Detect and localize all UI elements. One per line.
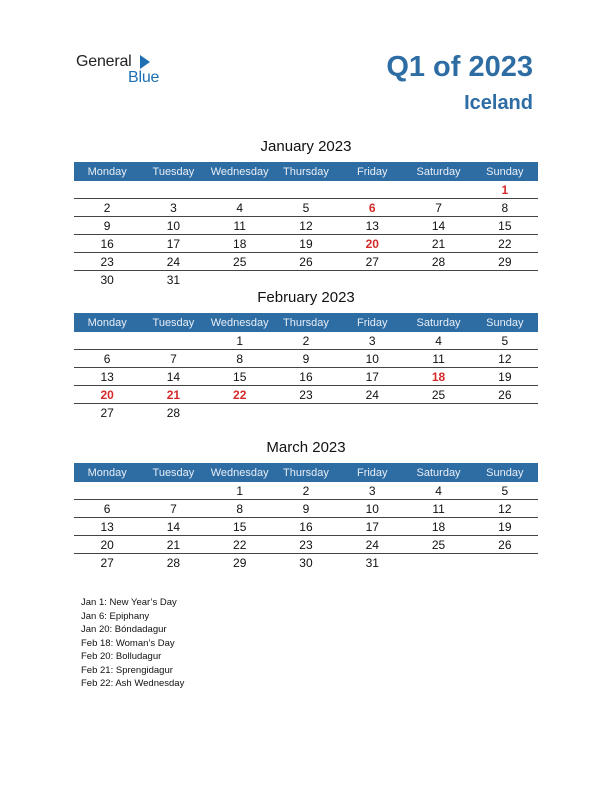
quarter-title: Q1 of 2023 bbox=[386, 51, 533, 83]
weekday-label: Thursday bbox=[283, 165, 329, 178]
holiday-day-cell: 22 bbox=[233, 387, 247, 402]
day-cell: 18 bbox=[233, 236, 247, 251]
day-cell: 27 bbox=[100, 555, 114, 570]
weekday-header-row bbox=[74, 162, 538, 181]
holiday-day-cell: 6 bbox=[368, 200, 376, 215]
weekday-label: Wednesday bbox=[210, 165, 269, 178]
day-cell: 5 bbox=[302, 200, 310, 215]
day-cell: 2 bbox=[302, 483, 310, 498]
day-cell: 24 bbox=[365, 387, 379, 402]
brand-triangle-icon bbox=[140, 55, 150, 69]
day-cell: 29 bbox=[498, 254, 512, 269]
week-row bbox=[74, 368, 538, 386]
day-cell: 13 bbox=[365, 218, 379, 233]
day-cell: 6 bbox=[103, 501, 111, 516]
day-cell: 26 bbox=[299, 254, 313, 269]
day-cell: 12 bbox=[299, 218, 313, 233]
day-cell: 31 bbox=[365, 555, 379, 570]
day-cell: 22 bbox=[498, 236, 512, 251]
week-row bbox=[74, 500, 538, 518]
day-cell: 28 bbox=[431, 254, 446, 269]
day-cell: 30 bbox=[100, 272, 114, 287]
holiday-day-cell: 20 bbox=[365, 236, 379, 251]
day-cell: 10 bbox=[365, 351, 379, 366]
week-row bbox=[74, 199, 538, 217]
day-cell: 27 bbox=[100, 405, 114, 420]
day-cell: 7 bbox=[435, 200, 442, 215]
weekday-label: Saturday bbox=[416, 316, 461, 329]
week-row bbox=[74, 350, 538, 368]
weekday-label: Saturday bbox=[416, 466, 461, 479]
day-cell: 21 bbox=[166, 537, 181, 552]
day-cell: 18 bbox=[431, 519, 446, 534]
holiday-day-cell: 21 bbox=[166, 387, 181, 402]
holiday-note: Feb 21: Sprengidagur bbox=[81, 664, 173, 676]
day-cell: 1 bbox=[236, 483, 244, 498]
day-cell: 8 bbox=[501, 200, 509, 215]
week-row bbox=[74, 332, 538, 350]
day-cell: 24 bbox=[166, 254, 181, 269]
week-row bbox=[74, 554, 538, 571]
day-cell: 20 bbox=[100, 537, 114, 552]
week-row bbox=[74, 235, 538, 253]
day-cell: 11 bbox=[233, 218, 246, 233]
week-row bbox=[74, 518, 538, 536]
holiday-note: Feb 20: Bolludagur bbox=[81, 651, 162, 662]
day-cell: 14 bbox=[431, 218, 446, 233]
holiday-note: Jan 1: New Year’s Day bbox=[81, 597, 177, 608]
day-cell: 16 bbox=[299, 519, 313, 534]
day-cell: 16 bbox=[299, 369, 313, 384]
day-cell: 8 bbox=[236, 351, 244, 366]
weekday-label: Monday bbox=[87, 316, 127, 329]
weekday-header-row bbox=[74, 463, 538, 482]
weekday-label: Thursday bbox=[283, 466, 329, 479]
day-cell: 19 bbox=[299, 236, 313, 251]
day-cell: 19 bbox=[498, 519, 512, 534]
week-row bbox=[74, 253, 538, 271]
month-title: January 2023 bbox=[260, 138, 352, 155]
day-cell: 12 bbox=[498, 501, 512, 516]
day-cell: 25 bbox=[431, 387, 446, 402]
weekday-label: Wednesday bbox=[210, 466, 269, 479]
day-cell: 3 bbox=[368, 483, 376, 498]
day-cell: 15 bbox=[233, 369, 247, 384]
week-row bbox=[74, 404, 538, 421]
weekday-header-row bbox=[74, 313, 538, 332]
day-cell: 22 bbox=[233, 537, 247, 552]
weekday-label: Tuesday bbox=[152, 165, 195, 178]
month-title: March 2023 bbox=[266, 439, 346, 456]
weekday-label: Sunday bbox=[486, 316, 524, 329]
day-cell: 19 bbox=[498, 369, 512, 384]
holiday-day-cell: 1 bbox=[501, 182, 509, 197]
day-cell: 26 bbox=[498, 387, 512, 402]
holiday-note: Feb 18: Woman’s Day bbox=[81, 637, 175, 649]
day-cell: 4 bbox=[435, 333, 442, 348]
weekday-label: Friday bbox=[356, 165, 388, 178]
month-title: February 2023 bbox=[257, 289, 355, 306]
day-cell: 28 bbox=[166, 555, 181, 570]
holiday-day-cell: 18 bbox=[431, 369, 446, 384]
holiday-day-cell: 20 bbox=[100, 387, 114, 402]
day-cell: 10 bbox=[166, 218, 181, 233]
month-february bbox=[74, 288, 538, 421]
country-title: Iceland bbox=[464, 92, 533, 114]
day-cell: 8 bbox=[236, 501, 244, 516]
day-cell: 14 bbox=[166, 369, 181, 384]
weekday-label: Monday bbox=[87, 165, 127, 178]
day-cell: 4 bbox=[236, 200, 244, 215]
week-row bbox=[74, 217, 538, 235]
day-cell: 2 bbox=[103, 200, 111, 215]
day-cell: 13 bbox=[100, 369, 114, 384]
day-cell: 7 bbox=[170, 351, 177, 366]
brand-word-general: General bbox=[76, 53, 132, 70]
day-cell: 3 bbox=[368, 333, 376, 348]
day-cell: 11 bbox=[432, 501, 445, 516]
weekday-label: Thursday bbox=[283, 316, 329, 329]
day-cell: 17 bbox=[365, 519, 379, 534]
brand-logo bbox=[76, 53, 176, 89]
day-cell: 2 bbox=[302, 333, 310, 348]
weekday-label: Wednesday bbox=[210, 316, 269, 329]
day-cell: 5 bbox=[501, 483, 509, 498]
day-cell: 15 bbox=[233, 519, 247, 534]
day-cell: 14 bbox=[166, 519, 181, 534]
day-cell: 4 bbox=[435, 483, 442, 498]
day-cell: 28 bbox=[166, 405, 181, 420]
weekday-label: Sunday bbox=[486, 165, 524, 178]
holiday-note: Jan 6: Epiphany bbox=[81, 610, 150, 622]
day-cell: 5 bbox=[501, 333, 509, 348]
weekday-label: Monday bbox=[87, 466, 127, 479]
weekday-label: Friday bbox=[356, 466, 388, 479]
day-cell: 31 bbox=[166, 272, 181, 287]
day-cell: 26 bbox=[498, 537, 512, 552]
day-cell: 17 bbox=[365, 369, 379, 384]
day-cell: 29 bbox=[233, 555, 247, 570]
day-cell: 7 bbox=[170, 501, 177, 516]
day-cell: 23 bbox=[299, 387, 313, 402]
day-cell: 15 bbox=[498, 218, 512, 233]
day-cell: 23 bbox=[100, 254, 114, 269]
weekday-label: Friday bbox=[356, 316, 388, 329]
day-cell: 25 bbox=[233, 254, 247, 269]
holiday-notes bbox=[81, 596, 184, 691]
day-cell: 12 bbox=[498, 351, 512, 366]
day-cell: 1 bbox=[236, 333, 244, 348]
weekday-label: Saturday bbox=[416, 165, 461, 178]
weekday-label: Tuesday bbox=[152, 466, 195, 479]
day-cell: 27 bbox=[365, 254, 379, 269]
month-january bbox=[74, 137, 538, 288]
day-cell: 25 bbox=[431, 537, 446, 552]
holiday-note: Jan 20: Bóndadagur bbox=[81, 624, 167, 635]
week-row bbox=[74, 482, 538, 500]
weekday-label: Sunday bbox=[486, 466, 524, 479]
day-cell: 11 bbox=[432, 351, 445, 366]
day-cell: 9 bbox=[302, 501, 310, 516]
day-cell: 24 bbox=[365, 537, 379, 552]
weekday-label: Tuesday bbox=[152, 316, 195, 329]
day-cell: 21 bbox=[431, 236, 446, 251]
day-cell: 30 bbox=[299, 555, 313, 570]
week-row bbox=[74, 271, 538, 288]
holiday-note: Feb 22: Ash Wednesday bbox=[81, 678, 185, 689]
day-cell: 23 bbox=[299, 537, 313, 552]
week-row bbox=[74, 386, 538, 404]
month-march bbox=[74, 438, 538, 571]
day-cell: 16 bbox=[100, 236, 114, 251]
day-cell: 10 bbox=[365, 501, 379, 516]
brand-word-blue: Blue bbox=[128, 69, 160, 86]
day-cell: 9 bbox=[302, 351, 310, 366]
week-row bbox=[74, 536, 538, 554]
day-cell: 9 bbox=[103, 218, 111, 233]
day-cell: 13 bbox=[100, 519, 114, 534]
week-row bbox=[74, 181, 538, 199]
day-cell: 17 bbox=[166, 236, 181, 251]
day-cell: 6 bbox=[103, 351, 111, 366]
day-cell: 3 bbox=[170, 200, 177, 215]
